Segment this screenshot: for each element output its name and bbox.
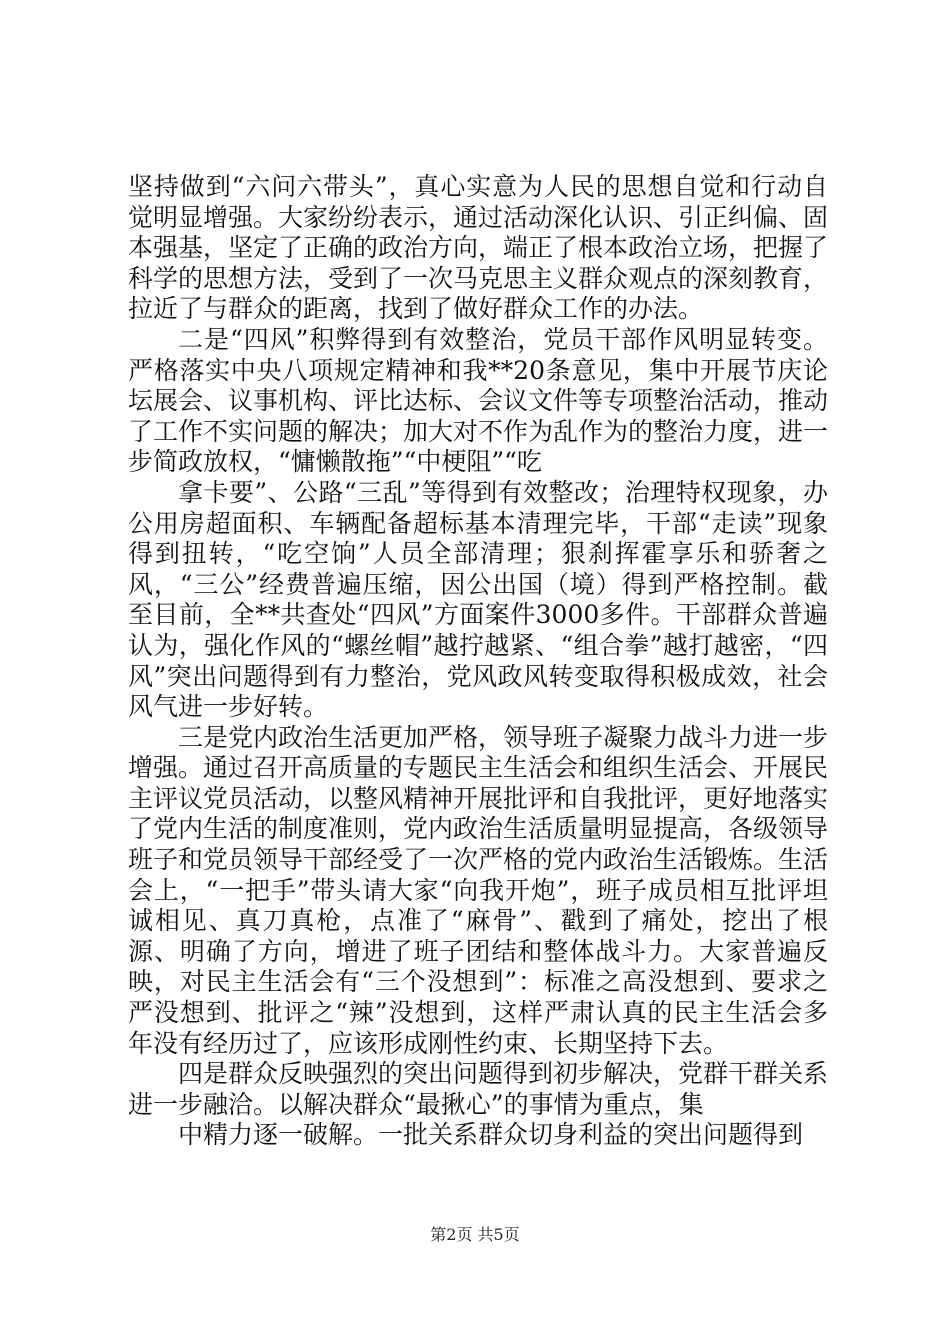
paragraph-1: 坚持做到“六问六带头”，真心实意为人民的思想自觉和行动自觉明显增强。大家纷纷表示，通过活动深化认识、引正纠偏、固本强基，坚定了正确的政治方向，端正了根本政治立场，把握了科学的思想方法，受到了一次马克思主义群众观点的深刻教育，拉近了与群众的距离，找到了做好群众工作的办法。 (128, 172, 829, 324)
paragraph-4: 三是党内政治生活更加严格，领导班子凝聚力战斗力进一步增强。通过召开高质量的专题民主生活会和组织生活会、开展民主评议党员活动，以整风精神开展批评和自我批评，更好地落实了党内生活的制度准则，党内政治生活质量明显提高，各级领导班子和党员领导干部经受了一次严格的党内政治生活锻炼。生活会上，“一把手”带头请大家“向我开炮”，班子成员相互批评坦诚相见、真刀真枪，点准了“麻骨”、戳到了痛处，挖出了根源、明确了方向，增进了班子团结和整体战斗力。大家普遍反映，对民主生活会有“三个没想到”：标准之高没想到、要求之严没想到、批评之“辣”没想到，这样严肃认真的民主生活会多年没有经历过了，应该形成刚性约束、长期坚持下去。 (128, 722, 829, 1058)
paragraph-5: 四是群众反映强烈的突出问题得到初步解决，党群干群关系进一步融洽。以解决群众“最揪心”的事情为重点，集 (128, 1059, 829, 1119)
paragraph-6: 中精力逐一破解。一批关系群众切身利益的突出问题得到 (178, 1120, 804, 1150)
paragraph-3: 拿卡要”、公路“三乱”等得到有效整改；治理特权现象，办公用房超面积、车辆配备超标基本清理完毕，干部“走读”现象得到扭转，“吃空饷”人员全部清理；狠刹挥霍享乐和骄奢之风，“三公”经费普遍压缩，因公出国（境）得到严格控制。截至目前，全**共查处“四风”方面案件3000多件。干部群众普遍认为，强化作风的“螺丝帽”越拧越紧、“组合拳”越打越密，“四风”突出问题得到有力整治，党风政风转变取得积极成效，社会风气进一步好转。 (128, 477, 828, 722)
paragraph-2: 二是“四风”积弊得到有效整治，党员干部作风明显转变。严格落实中央八项规定精神和我**20条意见，集中开展节庆论坛展会、议事机构、评比达标、会议文件等专项整治活动，推动了工作不实问题的解决；加大对不作为乱作为的整治力度，进一步简政放权，“慵懒散拖”“中梗阻”“吃 (128, 324, 829, 477)
document-body (128, 172, 828, 1151)
page-number-footer: 第2页 共5页 (430, 1225, 520, 1244)
